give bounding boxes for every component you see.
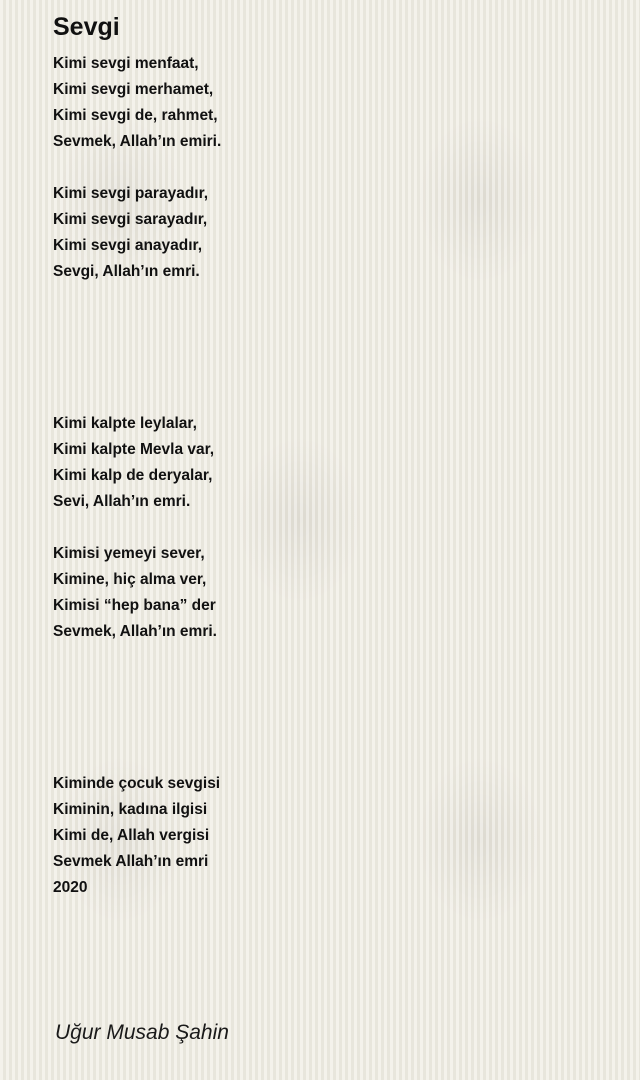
poem-line: Kimi kalpte leylalar, <box>53 415 197 432</box>
poem-line: Kimi de, Allah vergisi <box>53 827 210 844</box>
poem-author: Uğur Musab Şahin <box>55 1021 229 1044</box>
poem-line: Kiminde çocuk sevgisi <box>53 775 221 792</box>
poem-line: Kimine, hiç alma ver, <box>53 571 207 588</box>
stanza-4 <box>53 541 217 645</box>
poem-line: Kimi sevgi merhamet, <box>53 81 214 98</box>
stanza-1 <box>53 51 221 155</box>
stanza-5 <box>53 771 220 901</box>
poem-line: Sevi, Allah’ın emri. <box>53 493 191 510</box>
poem-line: Kimisi “hep bana” der <box>53 597 216 614</box>
poem-line: Kimi kalpte Mevla var, <box>53 441 215 458</box>
poem-line: Kimi sevgi anayadır, <box>53 237 203 254</box>
poem-line: Sevmek, Allah’ın emiri. <box>53 133 222 150</box>
poem-line: Kimi sevgi sarayadır, <box>53 211 208 228</box>
poem-line: Sevmek Allah’ın emri <box>53 853 209 870</box>
stanza-2 <box>53 181 208 285</box>
stanza-3 <box>53 411 214 515</box>
poem-line: Sevmek, Allah’ın emri. <box>53 623 217 640</box>
poem-line: Kiminin, kadına ilgisi <box>53 801 208 818</box>
poem-line: Kimi kalp de deryalar, <box>53 467 213 484</box>
poem-year: 2020 <box>53 879 88 896</box>
poem-line: Sevgi, Allah’ın emri. <box>53 263 200 280</box>
poem-line: Kimi sevgi menfaat, <box>53 55 199 72</box>
poem-line: Kimisi yemeyi sever, <box>53 545 205 562</box>
poem-line: Kimi sevgi de, rahmet, <box>53 107 218 124</box>
poem-line: Kimi sevgi parayadır, <box>53 185 209 202</box>
poem-title: Sevgi <box>53 13 120 41</box>
